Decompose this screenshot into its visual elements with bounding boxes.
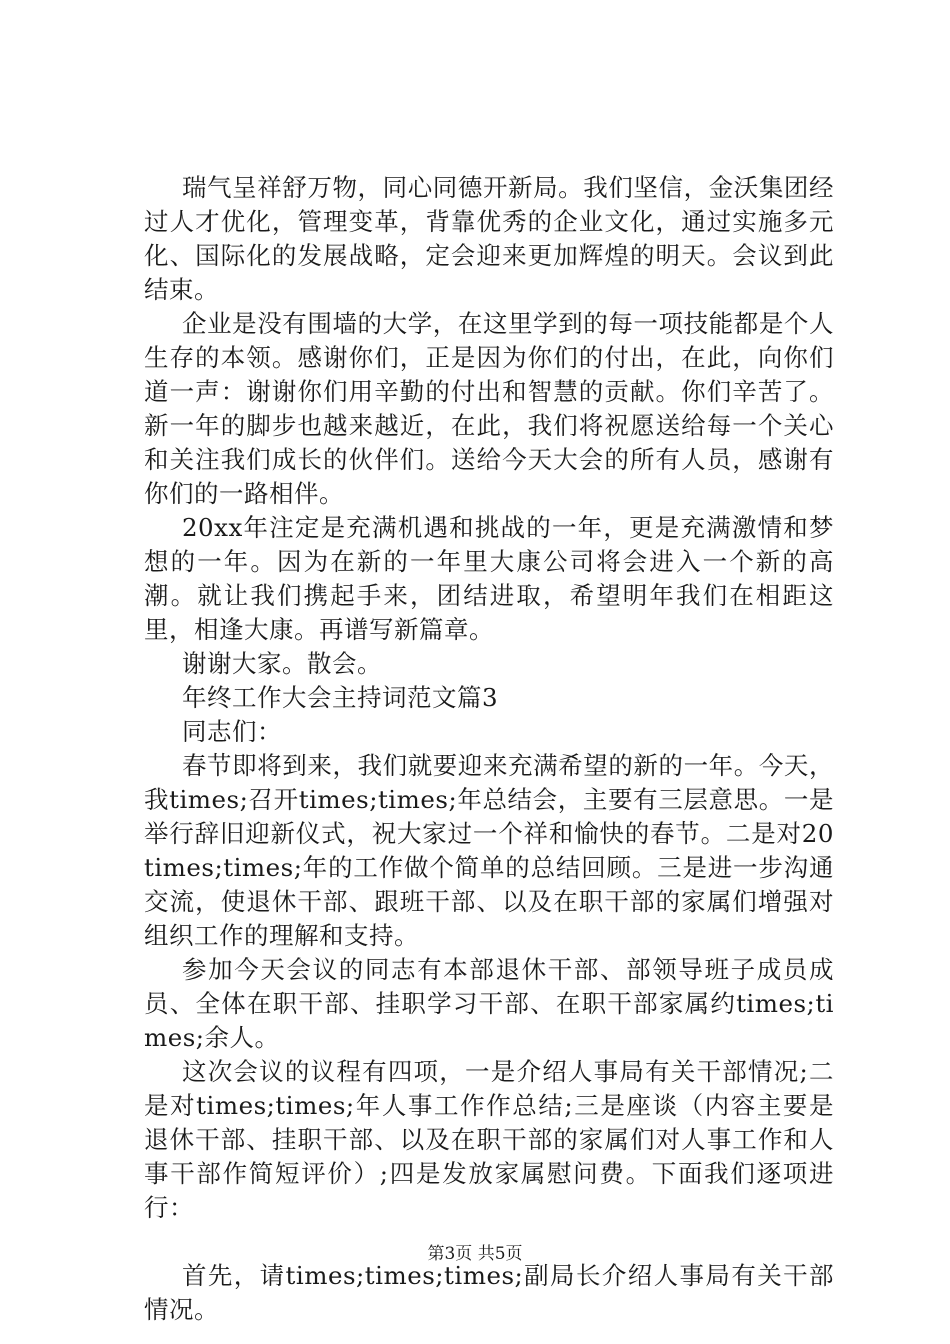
page-footer: 第3页 共5页 [427,1244,523,1264]
paragraph-adjourn: 谢谢大家。散会。 [181,649,382,678]
salutation: 同志们： [181,717,282,746]
paragraph-closing-remarks: 瑞气呈祥舒万物，同心同德开新局。我们坚信，金沃集团经过人才优化，管理变革，背靠优秀的企业文化，通过实施多元化、国际化的发展战略，定会迎来更加辉煌的明天。会议到此结束。 [144,173,834,304]
section-heading: 年终工作大会主持词范文篇3 [181,683,499,712]
paragraph-attendees: 参加今天会议的同志有本部退休干部、部领导班子成员成员、全体在职干部、挂职学习干部、在职干部家属约times;times;余人。 [144,955,834,1052]
paragraph-agenda: 这次会议的议程有四项，一是介绍人事局有关干部情况;二是对times;times;年人事工作作总结;三是座谈（内容主要是退休干部、挂职干部、以及在职干部的家属们对人事工作和人事干部作简短评价）;四是发放家属慰问费。下面我们逐项进行： [144,1057,834,1222]
paragraph-new-year: 20xx年注定是充满机遇和挑战的一年，更是充满激情和梦想的一年。因为在新的一年里大康公司将会进入一个新的高潮。就让我们携起手来，团结进取，希望明年我们在相距这里，相逢大康。再谱写新篇章。 [144,513,834,644]
document-body [144,171,834,1327]
paragraph-thanks: 企业是没有围墙的大学，在这里学到的每一项技能都是个人生存的本领。感谢你们，正是因为你们的付出，在此，向你们道一声：谢谢你们用辛勤的付出和智慧的贡献。你们辛苦了。新一年的脚步也越来越近，在此，我们将祝愿送给每一个关心和关注我们成长的伙伴们。送给今天大会的所有人员，感谢有你们的一路相伴。 [144,309,834,508]
paragraph-spring-festival: 春节即将到来，我们就要迎来充满希望的新的一年。今天，我times;召开times;times;年总结会，主要有三层意思。一是举行辞旧迎新仪式，祝大家过一个祥和愉快的春节。二是对20times;times;年的工作做个简单的总结回顾。三是进一步沟通交流，使退休干部、跟班干部、以及在职干部的家属们增强对组织工作的理解和支持。 [144,751,834,950]
paragraph-first-item: 首先，请times;times;times;副局长介绍人事局有关干部情况。 [144,1261,834,1324]
